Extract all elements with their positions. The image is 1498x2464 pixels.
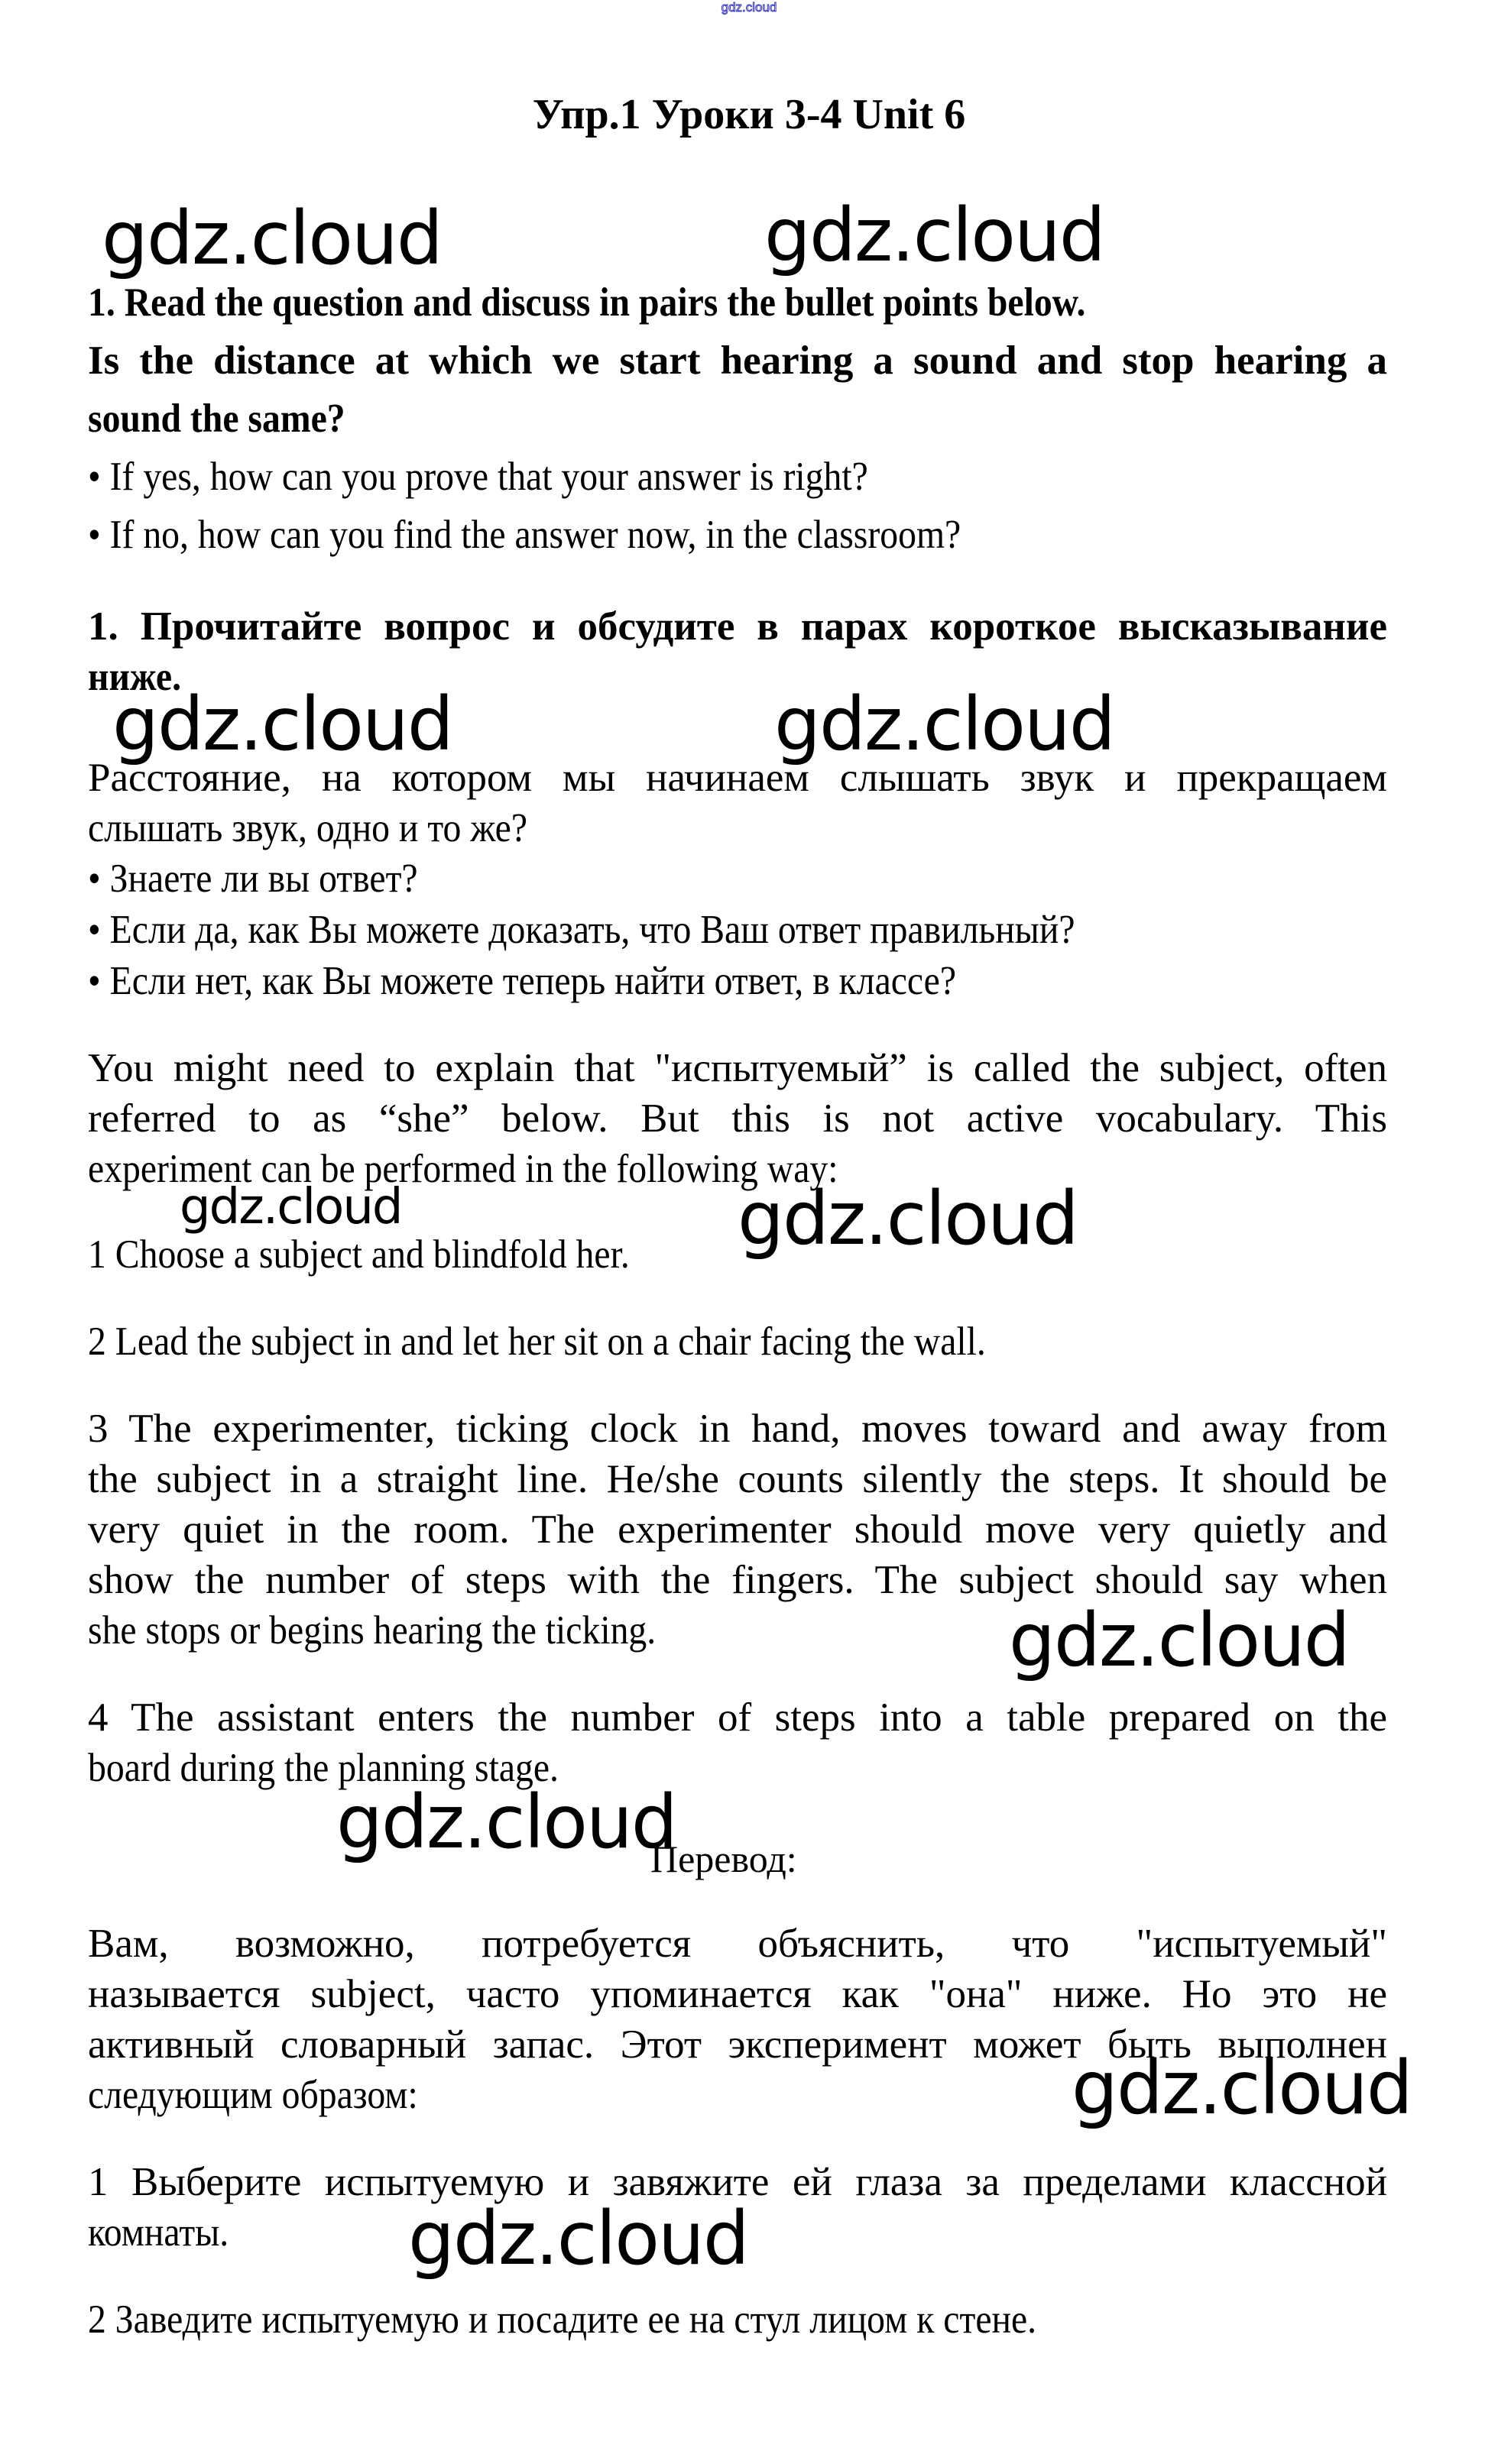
- task-question-en-line1: Is the distance at which we start hearing a sound and stop hearing a: [88, 338, 1387, 383]
- notes-en-line1: You might need to explain that "испытуемый” is called the subject, often: [88, 1046, 1387, 1090]
- watermark: gdz.cloud: [774, 682, 1114, 767]
- bullet-ru-1: • Знаете ли вы ответ?: [88, 856, 418, 901]
- step-en-3-line4: show the number of steps with the fingers. The subject should say when: [88, 1558, 1387, 1602]
- translation-step1-line1: 1 Выберите испытуемую и завяжите ей глаза за пределами классной: [88, 2160, 1387, 2204]
- task-heading-en: 1. Read the question and discuss in pairs the bullet points below.: [88, 280, 1086, 325]
- translation-line3: активный словарный запас. Этот эксперимент может быть выполнен: [88, 2022, 1387, 2067]
- task-heading-ru-line1: 1. Прочитайте вопрос и обсудите в парах короткое высказывание: [88, 604, 1387, 649]
- watermark: gdz.cloud: [336, 1779, 676, 1865]
- step-en-1: 1 Choose a subject and blindfold her.: [88, 1232, 630, 1277]
- watermark: gdz.cloud: [180, 1179, 402, 1235]
- watermark: gdz.cloud: [102, 196, 442, 281]
- step-en-4-line2: board during the planning stage.: [88, 1746, 559, 1790]
- page-title: Упр.1 Уроки 3-4 Unit 6: [532, 91, 966, 138]
- task-heading-ru-line2: ниже.: [88, 655, 182, 699]
- translation-step2: 2 Заведите испытуемую и посадите ее на стул лицом к стене.: [88, 2297, 1037, 2342]
- translation-line2: называется subject, часто упоминается как "она" ниже. Но это не: [88, 1972, 1387, 2016]
- bullet-en-1: • If yes, how can you prove that your answer is right?: [88, 455, 868, 499]
- watermark: gdz.cloud: [1072, 2045, 1412, 2131]
- watermark: gdz.cloud: [738, 1176, 1078, 1261]
- translation-step1-line2: комнаты.: [88, 2210, 229, 2255]
- translation-line1: Вам, возможно, потребуется объяснить, что "испытуемый": [88, 1922, 1387, 1966]
- task-question-ru-line2: слышать звук, одно и то же?: [88, 806, 527, 850]
- step-en-3-line2: the subject in a straight line. He/she counts silently the steps. It should be: [88, 1457, 1387, 1501]
- step-en-3-line1: 3 The experimenter, ticking clock in hand, moves toward and away from: [88, 1407, 1387, 1451]
- top-watermark: gdz.cloud: [721, 0, 777, 15]
- step-en-3-line5: she stops or begins hearing the ticking.: [88, 1608, 657, 1653]
- notes-en-line2: referred to as “she” below. But this is not active vocabulary. This: [88, 1096, 1387, 1141]
- task-question-ru-line1: Расстояние, на котором мы начинаем слышать звук и прекращаем: [88, 756, 1387, 800]
- watermark: gdz.cloud: [112, 682, 452, 767]
- translation-label: Перевод:: [650, 1837, 797, 1880]
- task-question-en-line2: sound the same?: [88, 397, 345, 441]
- bullet-ru-3: • Если нет, как Вы можете теперь найти ответ, в классе?: [88, 959, 957, 1003]
- watermark: gdz.cloud: [764, 193, 1104, 278]
- step-en-2: 2 Lead the subject in and let her sit on a chair facing the wall.: [88, 1319, 986, 1364]
- notes-en-line3: experiment can be performed in the following way:: [88, 1147, 838, 1191]
- translation-line4: следующим образом:: [88, 2073, 418, 2117]
- bullet-en-2: • If no, how can you find the answer now, in the classroom?: [88, 513, 961, 557]
- watermark: gdz.cloud: [408, 2196, 748, 2281]
- step-en-4-line1: 4 The assistant enters the number of steps into a table prepared on the: [88, 1695, 1387, 1740]
- watermark: gdz.cloud: [1009, 1598, 1349, 1683]
- bullet-ru-2: • Если да, как Вы можете доказать, что Ваш ответ правильный?: [88, 908, 1075, 952]
- step-en-3-line3: very quiet in the room. The experimenter should move very quietly and: [88, 1507, 1387, 1552]
